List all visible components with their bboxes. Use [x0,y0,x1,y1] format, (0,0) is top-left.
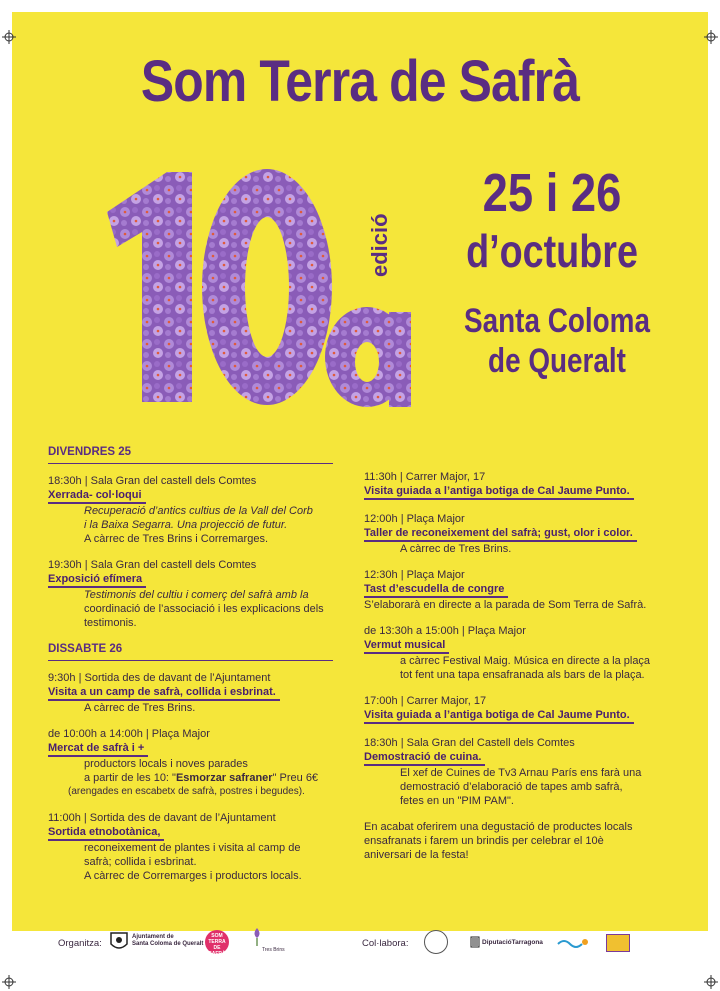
closing-line: ensafranats i farem un brindis per celebrar el 10è [364,835,604,847]
crop-mark-icon [704,975,718,989]
partner-logo-round [424,930,448,954]
event-desc: A càrrec de Tres Brins i Corremarges. [84,533,269,545]
tres-brins-name: Tres Brins [262,947,285,953]
event-title: Visita a un camp de safrà, collida i esbrinat. [48,685,280,701]
event-desc: productors locals i noves parades [84,758,248,770]
event-time-place: 11:30h | Carrer Major, 17 [364,471,486,483]
festival-logo [606,934,630,952]
crop-mark-icon [704,30,718,44]
diputacio-logo [470,936,543,948]
costa-daurada-logo [556,936,590,953]
closing-line: En acabat oferirem una degustació de productes locals [364,821,633,833]
event-desc: tot fent una tapa ensafranada als bars de la plaça. [400,669,645,681]
ajuntament-line-2: Santa Coloma de Queralt [132,941,204,947]
som-logo-line: SAFRÀ [208,951,226,957]
event-title: Tast d’escudella de congre [364,582,508,598]
event-time-place: 18:30h | Sala Gran del castell dels Comtes [48,475,257,487]
event-title: Demostració de cuina. [364,750,485,766]
event-time-place: de 13:30h a 15:00h | Plaça Major [364,625,526,637]
date-month: d’octubre [466,225,638,277]
event-desc-post: " Preu 6€ [272,772,319,784]
event-title: Visita guiada a l’antiga botiga de Cal Jaume Punto. [364,708,634,724]
crop-mark-icon [2,975,16,989]
event-title: Exposició efímera [48,572,146,588]
event-item [48,811,348,883]
closing-note [364,820,684,862]
event-time-place: 9:30h | Sortida des de davant de l’Ajuntament [48,672,271,684]
som-logo-line: SOM [211,933,223,939]
event-desc: Recuperació d’antics cultius de la Vall del Corb [84,505,313,517]
day-heading-friday: DIVENDRES 25 [48,445,333,464]
event-desc: fetes en un "PIM PAM". [400,795,514,807]
event-desc: reconeixement de plantes i visita al camp de [84,842,301,854]
event-desc: A càrrec de Tres Brins. [84,702,196,714]
event-desc: testimonis. [84,617,137,629]
date-days: 25 i 26 [482,163,622,223]
event-item [48,474,348,546]
event-item [364,512,684,556]
footer [0,920,720,970]
event-desc: A càrrec de Tres Brins. [400,543,512,555]
poster [12,12,708,931]
edition-label: edició [367,213,392,277]
col-labora-label: Col·labora: [362,938,409,949]
day-heading-saturday: DISSABTE 26 [48,642,333,661]
event-item [48,558,348,630]
event-item [364,470,684,500]
event-desc: Testimonis del cultiu i comerç del safrà amb la [84,589,309,601]
ajuntament-name [132,934,203,948]
event-time-place: 17:00h | Carrer Major, 17 [364,695,487,707]
crop-mark-icon [2,30,16,44]
event-desc: i la Baixa Segarra. Una projecció de futur. [84,519,288,531]
event-desc: a càrrec Festival Maig. Música en directe a la plaça [400,655,651,667]
ten-flower-graphic [97,162,417,422]
event-desc: safrà; collida i esbrinat. [84,856,197,868]
place-line-2: de Queralt [488,342,626,380]
event-item [48,727,348,799]
event-item [364,568,684,612]
event-time-place: 18:30h | Sala Gran del Castell dels Comtes [364,737,575,749]
event-title: Visita guiada a l’antiga botiga de Cal Jaume Punto. [364,484,634,500]
event-desc: demostració d’elaboració de tapes amb safrà, [400,781,623,793]
event-title: Xerrada- col·loqui [48,488,146,504]
costa-daurada-wave-icon [556,936,590,950]
event-item [364,624,684,682]
event-desc [48,771,348,785]
event-time-place: 19:30h | Sala Gran del castell dels Comtes [48,559,257,571]
event-desc: (arengades en escabetx de safrà, postres i begudes). [68,786,305,797]
ajuntament-line-1: Ajuntament de [132,934,174,940]
event-item [364,694,684,724]
schedule-left-column [48,445,348,895]
schedule-right-column [364,470,684,862]
som-logo-line: TERRA DE [208,939,226,951]
event-title: Sortida etnobotànica, [48,825,164,841]
digit-one-shape [107,172,192,402]
place-line-1: Santa Coloma [464,302,650,340]
event-title: Taller de reconeixement del safrà; gust, olor i color. [364,526,637,542]
diputacio-name: DiputacióTarragona [482,938,543,946]
ajuntament-shield-icon [108,930,130,954]
diputacio-shield-icon [470,936,480,948]
som-terra-logo [205,930,229,957]
event-item [364,736,684,808]
event-time-place: de 10:00h a 14:00h | Plaça Major [48,728,210,740]
tres-brins-logo [250,926,264,949]
event-time-place: 12:30h | Plaça Major [364,569,465,581]
saffron-flower-icon [250,926,264,946]
event-title: Vermut musical [364,638,449,654]
event-desc: coordinació de l’associació i les explicacions dels [84,603,324,615]
event-desc-highlight: Esmorzar safraner [175,772,273,784]
event-title: Mercat de safrà i + [48,741,148,757]
event-desc: S’elaborarà en directe a la parada de Som Terra de Safrà. [364,599,647,611]
event-time-place: 11:00h | Sortida des de davant de l’Ajuntament [48,812,276,824]
closing-line: aniversari de la festa! [364,849,469,861]
event-desc: A càrrec de Corremarges i productors locals. [84,870,302,882]
ajuntament-logo [108,930,130,957]
poster-title: Som Terra de Safrà [140,49,580,114]
organiza-label: Organitza: [58,938,102,949]
event-item [48,671,348,715]
event-desc: El xef de Cuines de Tv3 Arnau París ens farà una [400,767,642,779]
event-desc-pre: a partir de les 10: " [84,772,176,784]
event-time-place: 12:00h | Plaça Major [364,513,465,525]
